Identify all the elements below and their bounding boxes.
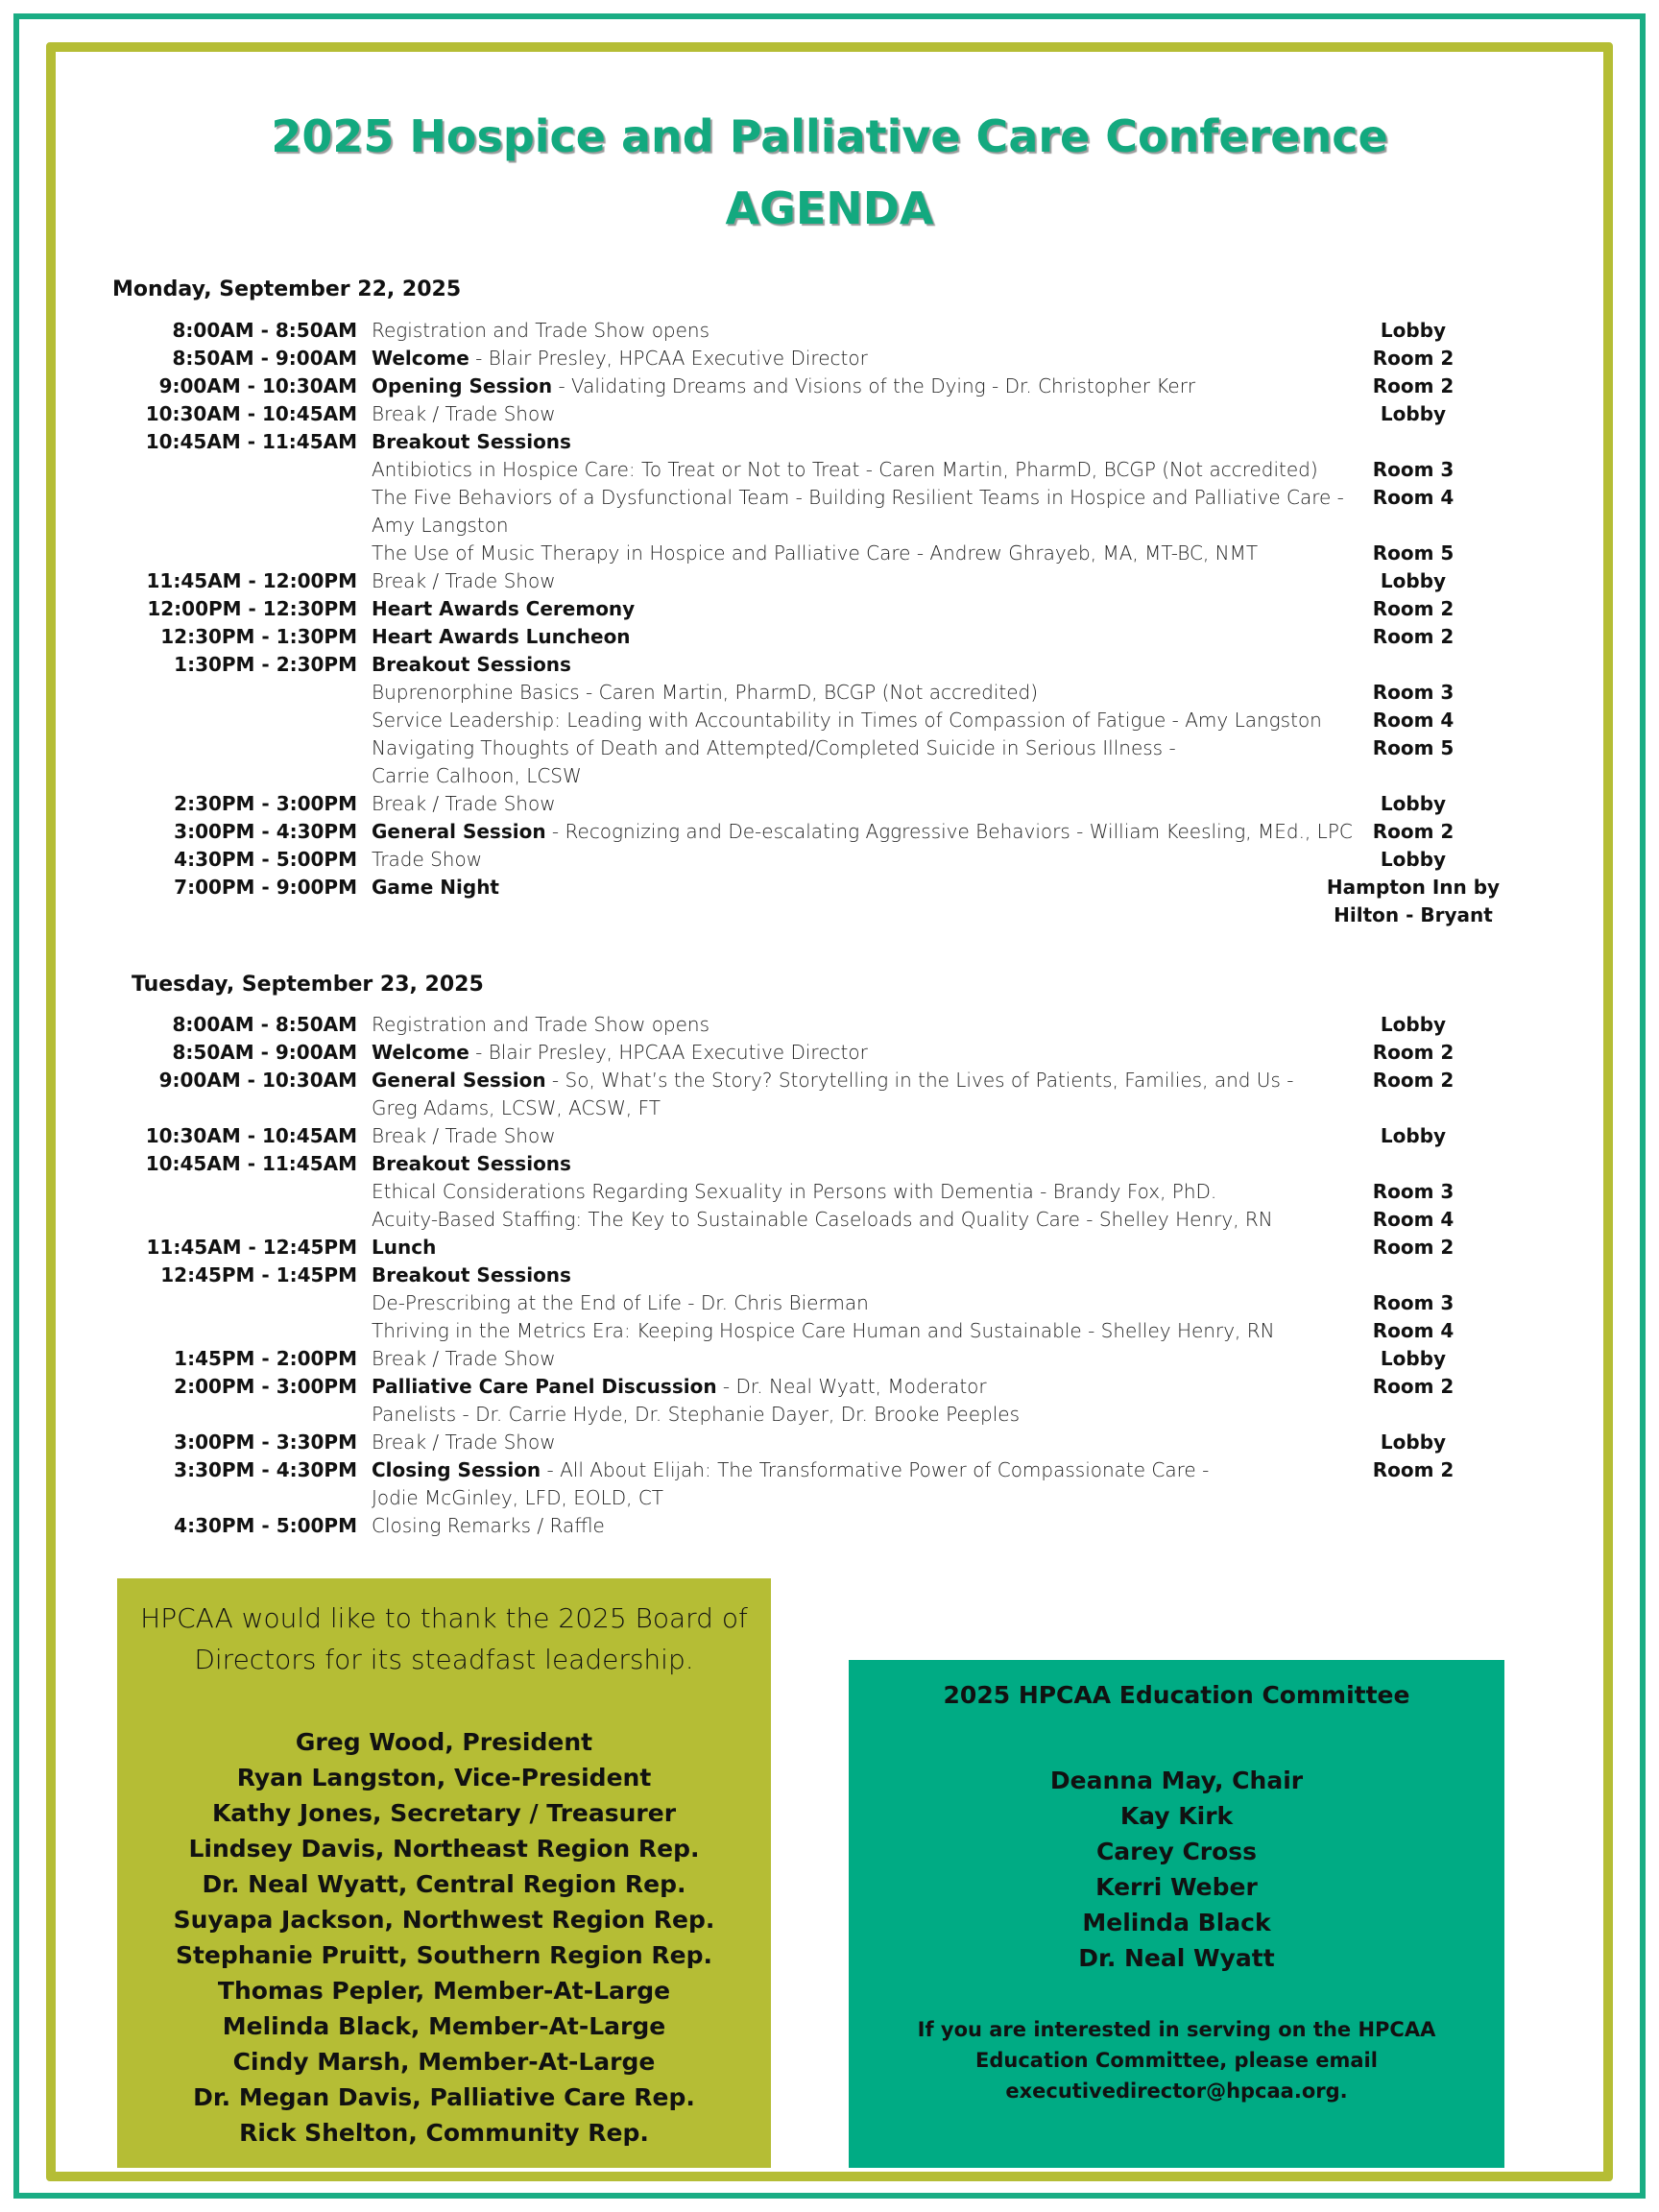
session-detail: - So, What’s the Story? Storytelling in the Lives of Patients, Families, and Us -	[545, 1069, 1294, 1092]
session-room: Room 2	[1372, 597, 1455, 620]
schedule-row	[0, 818, 1659, 846]
session-time: 11:45AM - 12:00PM	[146, 569, 357, 592]
session-description	[372, 1401, 1020, 1429]
session-description	[372, 540, 1258, 567]
session-room: Room 2	[1372, 1236, 1455, 1259]
board-member: Melinda Black, Member-At-Large	[222, 2012, 666, 2040]
session-detail: - Recognizing and De-escalating Aggressive Behaviors - William Keesling, MEd., LPC	[545, 820, 1353, 843]
session-detail: - Blair Presley, HPCAA Executive Director	[469, 1041, 868, 1064]
session-detail: Carrie Calhoon, LCSW	[372, 764, 582, 787]
session-description	[372, 345, 868, 373]
session-time: 8:00AM - 8:50AM	[172, 319, 357, 342]
session-description	[372, 1178, 1216, 1206]
session-room: Lobby	[1380, 402, 1447, 425]
session-room: Room 5	[1372, 736, 1455, 759]
session-room: Lobby	[1380, 1347, 1447, 1370]
session-description	[372, 1456, 1209, 1484]
schedule-row	[0, 1317, 1659, 1345]
session-detail: De-Prescribing at the End of Life - Dr. Chris Bierman	[372, 1291, 869, 1314]
committee-member: Deanna May, Chair	[1049, 1767, 1304, 1794]
committee-note-line: If you are interested in serving on the HPCAA	[917, 2018, 1436, 2041]
session-time: 3:00PM - 3:30PM	[174, 1431, 357, 1454]
session-detail: The Five Behaviors of a Dysfunctional Team - Building Resilient Teams in Hospice and Palliative Care -	[372, 486, 1344, 509]
session-time: 9:00AM - 10:30AM	[158, 1069, 357, 1092]
board-intro	[117, 1598, 771, 1680]
committee-members-list	[849, 1763, 1504, 1976]
session-detail: Registration and Trade Show opens	[372, 319, 710, 342]
session-description	[372, 1067, 1293, 1094]
session-time: 2:00PM - 3:00PM	[174, 1375, 357, 1398]
session-detail: Service Leadership: Leading with Accountability in Times of Compassion of Fatigue - Amy Langston	[372, 709, 1322, 732]
session-time: 2:30PM - 3:00PM	[174, 792, 357, 815]
session-room: Lobby	[1380, 569, 1447, 592]
session-description	[372, 1234, 436, 1262]
committee-note-line: Education Committee, please email	[975, 2049, 1378, 2072]
session-description	[372, 400, 556, 428]
session-title: Opening Session	[372, 374, 553, 397]
session-description	[372, 567, 556, 595]
schedule-row	[0, 1039, 1659, 1067]
schedule-row	[0, 512, 1659, 540]
session-time: 1:30PM - 2:30PM	[174, 653, 357, 676]
session-detail: Panelists - Dr. Carrie Hyde, Dr. Stephanie Dayer, Dr. Brooke Peeples	[372, 1403, 1021, 1426]
session-detail: Break / Trade Show	[372, 1431, 556, 1454]
session-description	[372, 512, 509, 540]
session-time: 10:30AM - 10:45AM	[145, 1124, 357, 1147]
session-title: Lunch	[372, 1236, 437, 1259]
session-time: 10:45AM - 11:45AM	[145, 430, 357, 453]
session-description	[372, 1039, 868, 1067]
session-room: Room 3	[1372, 458, 1455, 481]
session-description	[372, 874, 499, 902]
board-intro-line: Directors for its steadfast leadership.	[194, 1644, 694, 1675]
schedule-row	[0, 1150, 1659, 1178]
session-detail: Break / Trade Show	[372, 792, 556, 815]
session-description	[372, 1122, 556, 1150]
session-room: Room 3	[1372, 1291, 1455, 1314]
session-detail: - Blair Presley, HPCAA Executive Director	[469, 347, 868, 370]
schedule-row	[0, 400, 1659, 428]
session-title: Breakout Sessions	[372, 430, 571, 453]
agenda-title: AGENDA	[725, 182, 934, 234]
session-room: Room 2	[1372, 820, 1455, 843]
schedule-row	[0, 623, 1659, 651]
session-time: 10:45AM - 11:45AM	[145, 1152, 357, 1175]
session-detail: Closing Remarks / Raffle	[372, 1514, 605, 1537]
schedule-row	[0, 428, 1659, 456]
schedule-row	[0, 345, 1659, 373]
session-detail: Ethical Considerations Regarding Sexuality in Persons with Dementia - Brandy Fox, PhD.	[372, 1180, 1217, 1203]
session-time: 7:00PM - 9:00PM	[174, 876, 357, 899]
board-member: Rick Shelton, Community Rep.	[239, 2119, 649, 2147]
schedule-row	[0, 734, 1659, 762]
session-description	[372, 428, 571, 456]
session-title: Welcome	[372, 347, 469, 370]
day1-heading: Monday, September 22, 2025	[112, 277, 462, 301]
board-member: Kathy Jones, Secretary / Treasurer	[211, 1799, 677, 1827]
board-member: Ryan Langston, Vice-President	[236, 1764, 652, 1791]
schedule-row	[0, 902, 1659, 929]
session-room: Room 5	[1372, 541, 1455, 565]
session-room: Room 2	[1372, 1375, 1455, 1398]
session-description	[372, 818, 1353, 846]
session-time: 10:30AM - 10:45AM	[145, 402, 357, 425]
session-time: 4:30PM - 5:00PM	[174, 1514, 357, 1537]
session-title: Palliative Care Panel Discussion	[372, 1375, 717, 1398]
board-thanks-box	[117, 1578, 771, 2168]
session-detail: Amy Langston	[372, 514, 509, 537]
session-room: Hampton Inn by	[1326, 876, 1501, 899]
schedule-row	[0, 1456, 1659, 1484]
session-title: Heart Awards Luncheon	[372, 625, 631, 648]
session-time: 8:50AM - 9:00AM	[172, 1041, 357, 1064]
committee-member: Kerri Weber	[1095, 1873, 1258, 1901]
schedule-row	[0, 1401, 1659, 1429]
session-description	[372, 790, 556, 818]
session-room: Room 4	[1372, 486, 1455, 509]
schedule-row	[0, 1484, 1659, 1512]
schedule-row	[0, 1011, 1659, 1039]
session-description	[372, 1094, 661, 1122]
session-detail: Buprenorphine Basics - Caren Martin, PharmD, BCGP (Not accredited)	[372, 681, 1039, 704]
session-detail: Antibiotics in Hospice Care: To Treat or Not to Treat - Caren Martin, PharmD, BCGP (Not accredited)	[372, 458, 1318, 481]
session-room: Room 2	[1372, 347, 1455, 370]
schedule-row	[0, 484, 1659, 512]
schedule-row	[0, 707, 1659, 734]
conference-title: 2025 Hospice and Palliative Care Conference	[271, 110, 1388, 162]
committee-member: Carey Cross	[1095, 1838, 1258, 1865]
session-description	[372, 1345, 556, 1373]
schedule-row	[0, 1373, 1659, 1401]
schedule-row	[0, 874, 1659, 902]
schedule-row	[0, 317, 1659, 345]
session-detail: Break / Trade Show	[372, 402, 556, 425]
session-room: Room 2	[1372, 374, 1455, 397]
session-room: Lobby	[1380, 848, 1447, 871]
session-detail: Thriving in the Metrics Era: Keeping Hospice Care Human and Sustainable - Shelley Henry, RN	[372, 1319, 1275, 1342]
session-title: Welcome	[372, 1041, 469, 1064]
committee-member: Melinda Black	[1082, 1909, 1271, 1936]
session-description	[372, 1150, 571, 1178]
session-detail: - Dr. Neal Wyatt, Moderator	[716, 1375, 987, 1398]
session-description	[372, 1512, 605, 1540]
session-room: Lobby	[1380, 1013, 1447, 1036]
session-description	[372, 456, 1318, 484]
schedule-row	[0, 1122, 1659, 1150]
board-member: Cindy Marsh, Member-At-Large	[232, 2048, 656, 2076]
schedule-row	[0, 1429, 1659, 1456]
session-detail: Navigating Thoughts of Death and Attempted/Completed Suicide in Serious Illness -	[372, 736, 1176, 759]
session-room: Room 4	[1372, 1208, 1455, 1231]
committee-member: Kay Kirk	[1119, 1802, 1234, 1830]
schedule-row	[0, 456, 1659, 484]
schedule-row	[0, 1512, 1659, 1540]
session-description	[372, 651, 571, 679]
session-time: 1:45PM - 2:00PM	[174, 1347, 357, 1370]
session-room: Room 2	[1372, 1458, 1455, 1481]
session-time: 12:00PM - 12:30PM	[147, 597, 357, 620]
schedule-row	[0, 1345, 1659, 1373]
board-member: Dr. Neal Wyatt, Central Region Rep.	[202, 1870, 686, 1898]
schedule-row	[0, 1067, 1659, 1094]
session-description	[372, 1484, 663, 1512]
session-time: 9:00AM - 10:30AM	[158, 374, 357, 397]
schedule-row	[0, 540, 1659, 567]
session-room: Room 2	[1372, 1041, 1455, 1064]
schedule-row	[0, 1289, 1659, 1317]
session-time: 12:30PM - 1:30PM	[160, 625, 357, 648]
session-description	[372, 846, 482, 874]
session-time: 8:00AM - 8:50AM	[172, 1013, 357, 1036]
session-title: Breakout Sessions	[372, 1263, 571, 1286]
session-time: 4:30PM - 5:00PM	[174, 848, 357, 871]
session-description	[372, 707, 1322, 734]
session-detail: Break / Trade Show	[372, 1124, 556, 1147]
session-description	[372, 1373, 987, 1401]
schedule-row	[0, 679, 1659, 707]
session-room: Lobby	[1380, 319, 1447, 342]
session-detail: - Validating Dreams and Visions of the Dying - Dr. Christopher Kerr	[552, 374, 1196, 397]
schedule-row	[0, 1094, 1659, 1122]
board-member: Greg Wood, President	[295, 1728, 593, 1756]
session-title: Game Night	[372, 876, 499, 899]
session-description	[372, 595, 635, 623]
session-description	[372, 484, 1344, 512]
committee-member: Dr. Neal Wyatt	[1078, 1944, 1275, 1972]
session-time: 11:45AM - 12:45PM	[146, 1236, 357, 1259]
session-description	[372, 623, 631, 651]
schedule-row	[0, 846, 1659, 874]
session-description	[372, 1429, 556, 1456]
committee-email: executivedirector@hpcaa.org.	[1005, 2080, 1348, 2103]
session-detail: The Use of Music Therapy in Hospice and Palliative Care - Andrew Ghrayeb, MA, MT-BC, NMT	[372, 541, 1259, 565]
session-time: 12:45PM - 1:45PM	[160, 1263, 357, 1286]
session-room: Room 3	[1372, 681, 1455, 704]
session-room: Lobby	[1380, 1431, 1447, 1454]
session-description	[372, 1262, 571, 1289]
schedule-row	[0, 373, 1659, 400]
session-room: Room 4	[1372, 709, 1455, 732]
education-committee-box	[849, 1660, 1504, 2168]
board-member: Thomas Pepler, Member-At-Large	[217, 1977, 671, 2005]
session-detail: Acuity-Based Staffing: The Key to Sustainable Caseloads and Quality Care - Shelley Henry, RN	[372, 1208, 1273, 1231]
schedule-row	[0, 595, 1659, 623]
schedule-row	[0, 790, 1659, 818]
schedule-row	[0, 567, 1659, 595]
session-description	[372, 679, 1038, 707]
session-detail: Break / Trade Show	[372, 569, 556, 592]
schedule-row	[0, 1262, 1659, 1289]
board-members-list	[117, 1724, 771, 2151]
session-title: General Session	[372, 820, 546, 843]
schedule-row	[0, 651, 1659, 679]
session-detail: Jodie McGinley, LFD, EOLD, CT	[372, 1486, 664, 1509]
session-description	[372, 1011, 709, 1039]
session-time: 3:00PM - 4:30PM	[174, 820, 357, 843]
session-title: Heart Awards Ceremony	[372, 597, 636, 620]
session-description	[372, 762, 582, 790]
schedule-row	[0, 1234, 1659, 1262]
session-detail: Trade Show	[372, 848, 483, 871]
committee-note	[849, 2014, 1504, 2106]
session-room: Room 4	[1372, 1319, 1455, 1342]
session-room: Room 2	[1372, 1069, 1455, 1092]
session-description	[372, 317, 709, 345]
session-room: Room 3	[1372, 1180, 1455, 1203]
day2-heading: Tuesday, September 23, 2025	[132, 973, 484, 997]
session-description	[372, 1317, 1275, 1345]
session-room: Hilton - Bryant	[1334, 903, 1493, 926]
session-description	[372, 373, 1195, 400]
session-time: 3:30PM - 4:30PM	[174, 1458, 357, 1481]
committee-heading: 2025 HPCAA Education Committee	[943, 1681, 1410, 1709]
session-room: Room 2	[1372, 625, 1455, 648]
schedule-row	[0, 1206, 1659, 1234]
session-title: Breakout Sessions	[372, 653, 571, 676]
session-room: Lobby	[1380, 792, 1447, 815]
board-member: Dr. Megan Davis, Palliative Care Rep.	[193, 2083, 695, 2111]
session-detail: Greg Adams, LCSW, ACSW, FT	[372, 1096, 661, 1119]
schedule-row	[0, 762, 1659, 790]
schedule-row	[0, 1178, 1659, 1206]
session-title: Closing Session	[372, 1458, 541, 1481]
session-time: 8:50AM - 9:00AM	[172, 347, 357, 370]
session-detail: Break / Trade Show	[372, 1347, 556, 1370]
session-detail: Registration and Trade Show opens	[372, 1013, 710, 1036]
board-member: Suyapa Jackson, Northwest Region Rep.	[173, 1906, 715, 1934]
session-room: Lobby	[1380, 1124, 1447, 1147]
session-description	[372, 734, 1176, 762]
session-detail: - All About Elijah: The Transformative Power of Compassionate Care -	[541, 1458, 1210, 1481]
session-title: Breakout Sessions	[372, 1152, 571, 1175]
board-member: Lindsey Davis, Northeast Region Rep.	[188, 1835, 700, 1863]
session-description	[372, 1206, 1273, 1234]
board-member: Stephanie Pruitt, Southern Region Rep.	[175, 1941, 713, 1969]
board-intro-line: HPCAA would like to thank the 2025 Board of	[140, 1602, 748, 1634]
session-title: General Session	[372, 1069, 546, 1092]
session-description	[372, 1289, 869, 1317]
